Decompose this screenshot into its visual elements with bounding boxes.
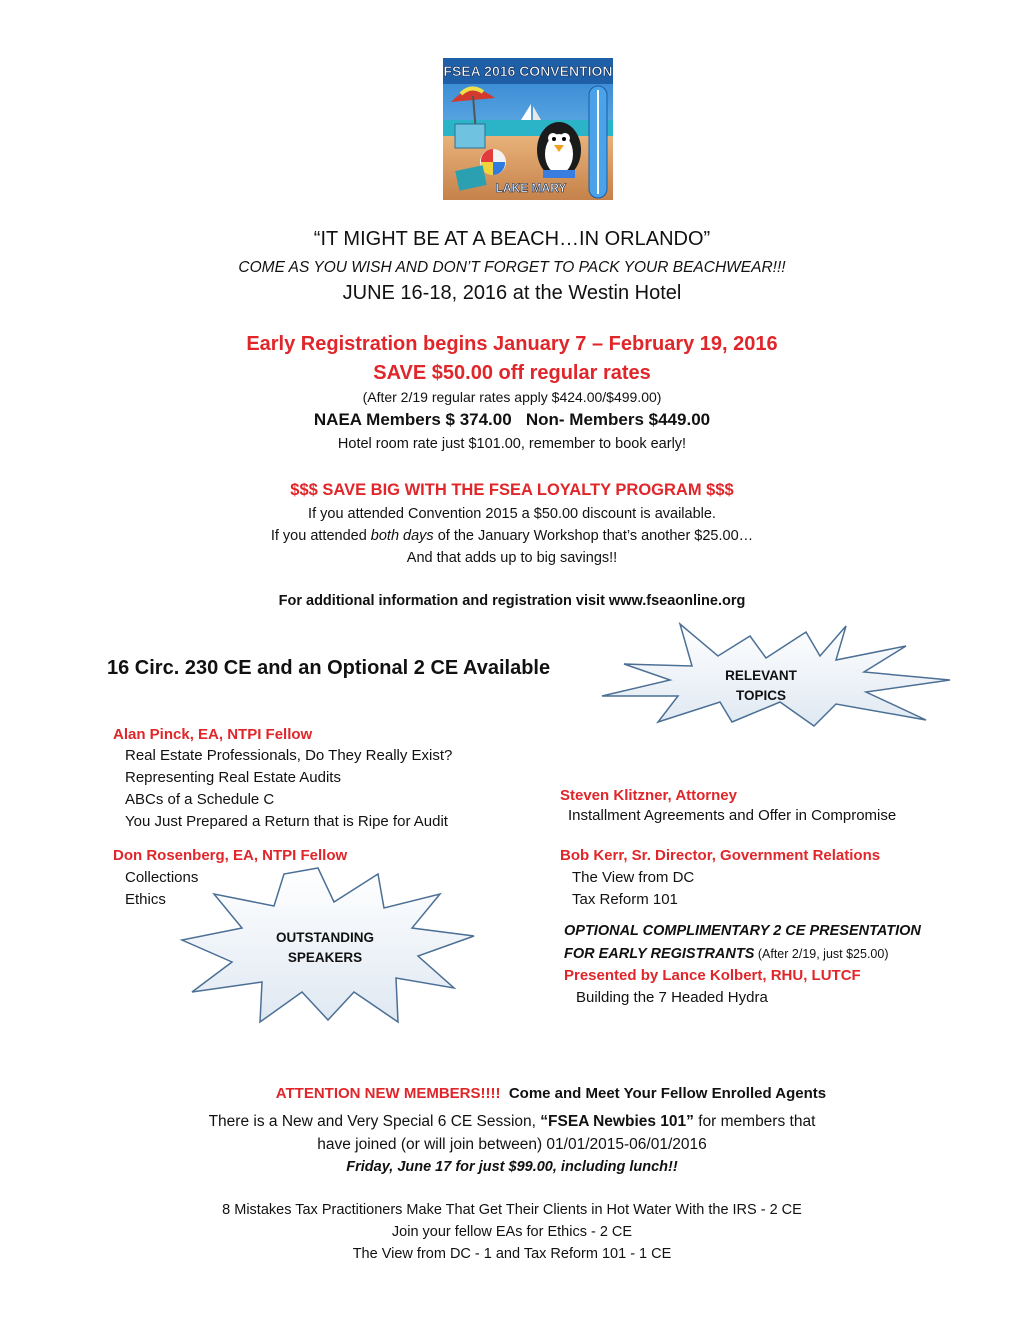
session-item: The View from DC - 1 and Tax Reform 101 - 1 CE	[352, 1246, 672, 1262]
regular-rates-note: (After 2/19 regular rates apply $424.00/$499.00)	[362, 389, 662, 405]
meet-fellow-agents: Come and Meet Your Fellow Enrolled Agents	[508, 1085, 827, 1102]
speaker-topic: Installment Agreements and Offer in Compromise	[568, 807, 897, 824]
ce-heading: 16 Circ. 230 CE and an Optional 2 CE Available	[107, 657, 551, 679]
speaker-topic: Ethics	[125, 891, 166, 908]
info-line: For additional information and registration visit www.fseaonline.org	[278, 593, 746, 609]
loyalty-line-1: If you attended Convention 2015 a $50.00 discount is available.	[308, 506, 716, 522]
beachwear-invite: COME AS YOU WISH AND DON’T FORGET TO PACK YOUR BEACHWEAR!!!	[238, 259, 786, 276]
loyalty-line-2-emphasis: both days	[370, 528, 434, 544]
outstanding-line-2: SPEAKERS	[287, 950, 363, 965]
optional-presentation-line-1: OPTIONAL COMPLIMENTARY 2 CE PRESENTATION	[564, 923, 921, 939]
attention-new-members: ATTENTION NEW MEMBERS!!!!	[275, 1085, 501, 1102]
outstanding-speakers-burst	[178, 864, 478, 1028]
member-rates: NAEA Members $ 374.00 Non- Members $449.00	[313, 410, 711, 429]
newbies-session-line	[0, 1113, 1024, 1131]
hotel-rate: Hotel room rate just $101.00, remember to book early!	[337, 436, 687, 452]
newbies-session-name: “FSEA Newbies 101”	[540, 1113, 694, 1130]
speaker-topic: Collections	[125, 869, 199, 886]
session-when: Friday, June 17 for just $99.00, including lunch!!	[346, 1159, 678, 1175]
optional-topic: Building the 7 Headed Hydra	[576, 989, 768, 1006]
speaker-topic: ABCs of a Schedule C	[125, 791, 275, 808]
relevant-line-1: RELEVANT	[725, 668, 797, 683]
optional-presenter: Presented by Lance Kolbert, RHU, LUTCF	[564, 967, 861, 984]
session-item: 8 Mistakes Tax Practitioners Make That Get Their Clients in Hot Water With the IRS - 2 CE	[222, 1202, 802, 1218]
speaker-topic: Real Estate Professionals, Do They Really Exist?	[125, 747, 453, 764]
event-dates: JUNE 16-18, 2016 at the Westin Hotel	[342, 282, 682, 304]
relevant-line-2: TOPICS	[735, 688, 786, 703]
speaker-name: Bob Kerr, Sr. Director, Government Relations	[560, 847, 881, 864]
loyalty-headline: $$$ SAVE BIG WITH THE FSEA LOYALTY PROGRAM $$$	[290, 481, 734, 499]
loyalty-line-2-pre: If you attended	[270, 528, 371, 544]
logo-title: FSEA 2016 CONVENTION	[443, 63, 613, 79]
speaker-name: Alan Pinck, EA, NTPI Fellow	[113, 726, 313, 743]
save-headline: SAVE $50.00 off regular rates	[373, 362, 651, 384]
optional-presentation-line-2	[564, 945, 889, 963]
logo-subtitle: LAKE MARY	[495, 181, 567, 195]
joined-dates: have joined (or will join between) 01/01/2015-06/01/2016	[317, 1136, 707, 1153]
early-registrants-label: FOR EARLY REGISTRANTS	[564, 946, 755, 962]
speaker-topic: You Just Prepared a Return that is Ripe for Audit	[125, 813, 448, 830]
session-post: for members that	[693, 1113, 816, 1130]
session-item: Join your fellow EAs for Ethics - 2 CE	[391, 1224, 633, 1240]
speaker-topic: Tax Reform 101	[572, 891, 678, 908]
speaker-topic: Representing Real Estate Audits	[125, 769, 341, 786]
speaker-topic: The View from DC	[572, 869, 695, 886]
tagline: “IT MIGHT BE AT A BEACH…IN ORLANDO”	[313, 228, 711, 250]
outstanding-line-1: OUTSTANDING	[276, 930, 374, 945]
loyalty-line-2	[0, 528, 1024, 544]
new-members-line	[268, 1068, 826, 1102]
loyalty-line-3: And that adds up to big savings!!	[406, 550, 618, 566]
loyalty-line-2-post: of the January Workshop that’s another $25.00…	[433, 528, 754, 544]
relevant-topics-burst	[600, 622, 952, 730]
speaker-name: Don Rosenberg, EA, NTPI Fellow	[113, 847, 348, 864]
speaker-name: Steven Klitzner, Attorney	[560, 787, 737, 804]
convention-logo	[443, 58, 613, 200]
optional-price-note: (After 2/19, just $25.00)	[754, 947, 889, 961]
session-pre: There is a New and Very Special 6 CE Session,	[208, 1113, 541, 1130]
early-registration-headline: Early Registration begins January 7 – February 19, 2016	[246, 333, 778, 355]
